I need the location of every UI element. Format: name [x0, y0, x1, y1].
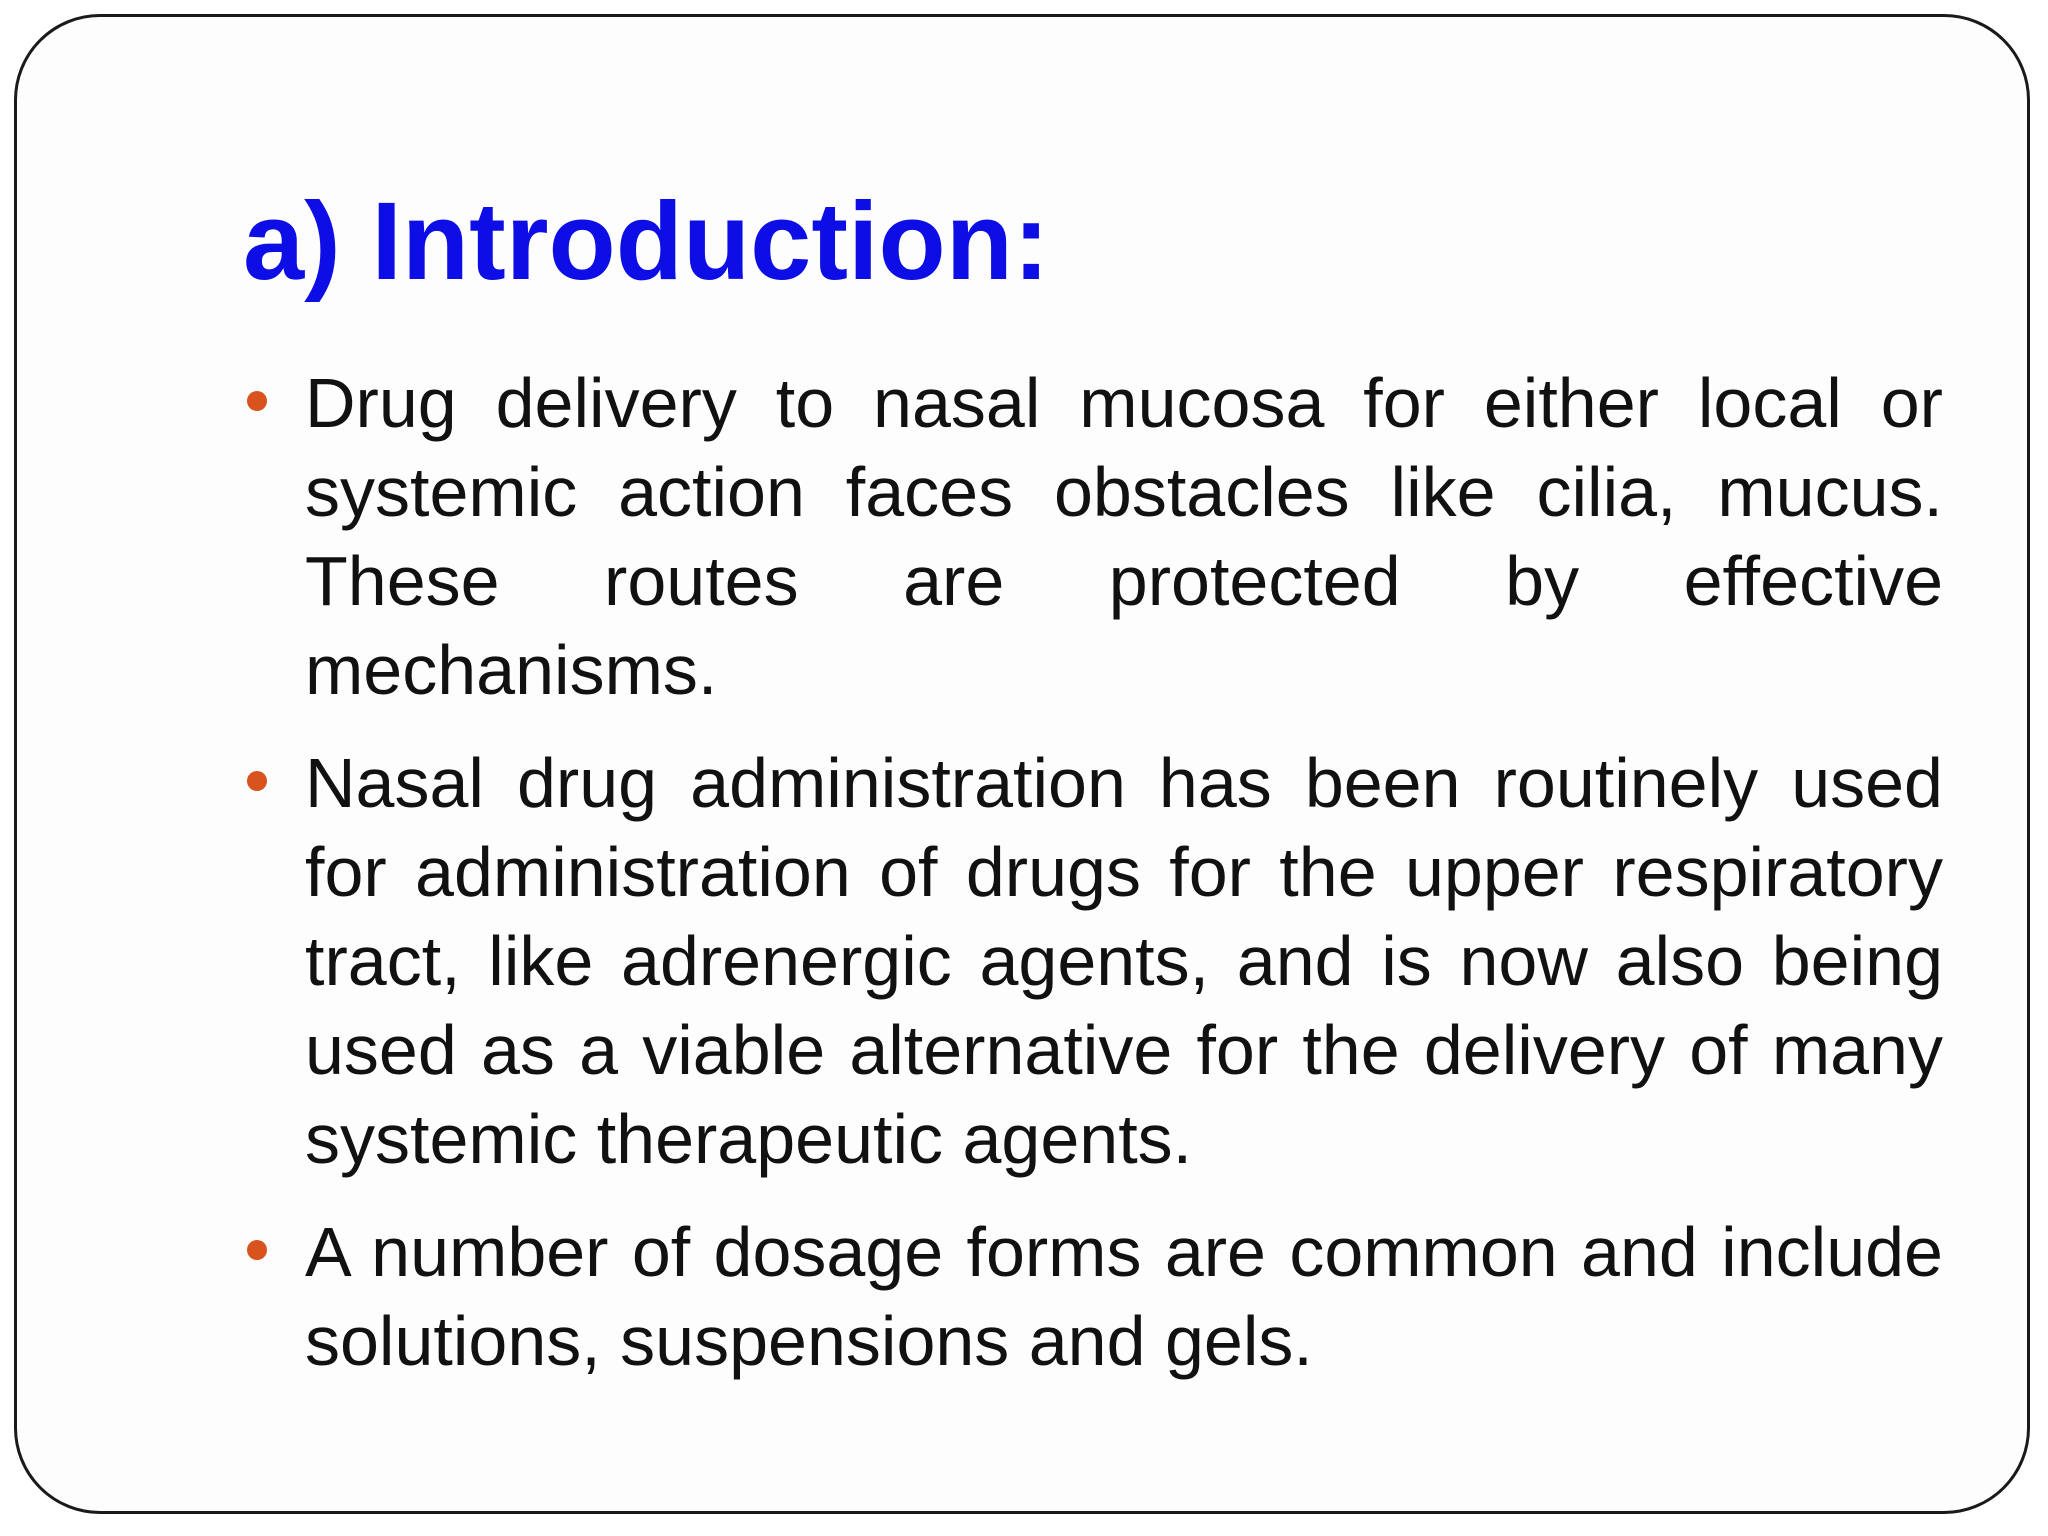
bullet-dot-icon	[247, 1240, 267, 1260]
bullet-item	[243, 1208, 1943, 1386]
bullet-dot-icon	[247, 771, 267, 791]
bullet-text: A number of dosage forms are common and include solutions, suspensions and gels.	[305, 1213, 1943, 1380]
bullet-text: Drug delivery to nasal mucosa for either local or systemic action faces obstacles like cilia, mucus. These routes are protected by effective mechanisms.	[305, 364, 1943, 709]
slide-frame	[14, 14, 2030, 1514]
bullet-dot-icon	[247, 391, 267, 411]
bullet-list	[243, 359, 1943, 1410]
bullet-text: Nasal drug administration has been routinely used for administration of drugs for the upper respiratory tract, like adrenergic agents, and is now also being used as a viable alternative for the delivery of many systemic therapeutic agents.	[305, 744, 1943, 1178]
bullet-item	[243, 739, 1943, 1184]
slide-title: a) Introduction:	[243, 180, 1050, 303]
bullet-item	[243, 359, 1943, 715]
